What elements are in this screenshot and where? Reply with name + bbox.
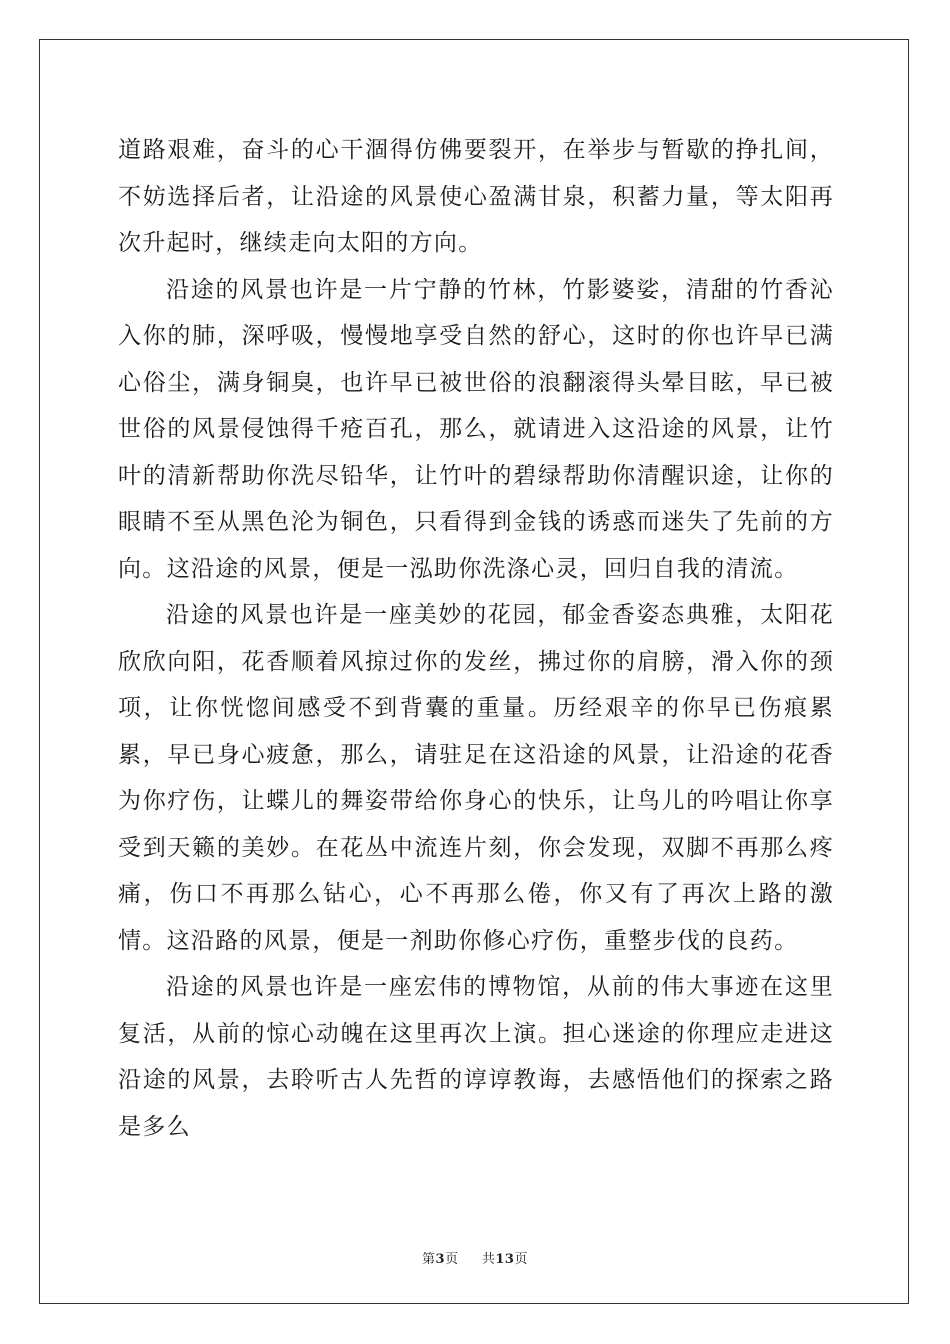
document-body — [118, 127, 834, 1150]
page-indicator: 第3页 — [422, 1252, 459, 1267]
paragraph: 道路艰难，奋斗的心干涸得仿佛要裂开，在举步与暂歇的挣扎间，不妨选择后者，让沿途的风景使心盈满甘泉，积蓄力量，等太阳再次升起时，继续走向太阳的方向。 — [118, 137, 834, 256]
current-page-number: 3 — [435, 1252, 446, 1267]
paragraph: 沿途的风景也许是一片宁静的竹林，竹影婆娑，清甜的竹香沁入你的肺，深呼吸，慢慢地享受自然的舒心，这时的你也许早已满心俗尘，满身铜臭，也许早已被世俗的浪翻滚得头晕目眩，早已被世俗的风景侵蚀得千疮百孔，那么，就请进入这沿途的风景，让竹叶的清新帮助你洗尽铅华，让竹叶的碧绿帮助你清醒识途，让你的眼睛不至从黑色沦为铜色，只看得到金钱的诱惑而迷失了先前的方向。这沿途的风景，便是一泓助你洗涤心灵，回归自我的清流。 — [118, 276, 834, 582]
paragraph: 沿途的风景也许是一座宏伟的博物馆，从前的伟大事迹在这里复活，从前的惊心动魄在这里再次上演。担心迷途的你理应走进这沿途的风景，去聆听古人先哲的谆谆教诲，去感悟他们的探索之路是多么 — [118, 974, 834, 1140]
paragraph: 沿途的风景也许是一座美妙的花园，郁金香姿态典雅，太阳花欣欣向阳，花香顺着风掠过你的发丝，拂过你的肩膀，滑入你的颈项，让你恍惚间感受不到背囊的重量。历经艰辛的你早已伤痕累累，早已身心疲惫，那么，请驻足在这沿途的风景，让沿途的花香为你疗伤，让蝶儿的舞姿带给你身心的快乐，让鸟儿的吟唱让你享受到天籁的美妙。在花丛中流连片刻，你会发现，双脚不再那么疼痛，伤口不再那么钻心，心不再那么倦，你又有了再次上路的激情。这沿路的风景，便是一剂助你修心疗伤，重整步伐的良药。 — [118, 602, 834, 954]
page-footer — [0, 1248, 950, 1267]
total-page-count: 13 — [495, 1252, 515, 1267]
total-pages-indicator: 共13页 — [481, 1252, 528, 1267]
